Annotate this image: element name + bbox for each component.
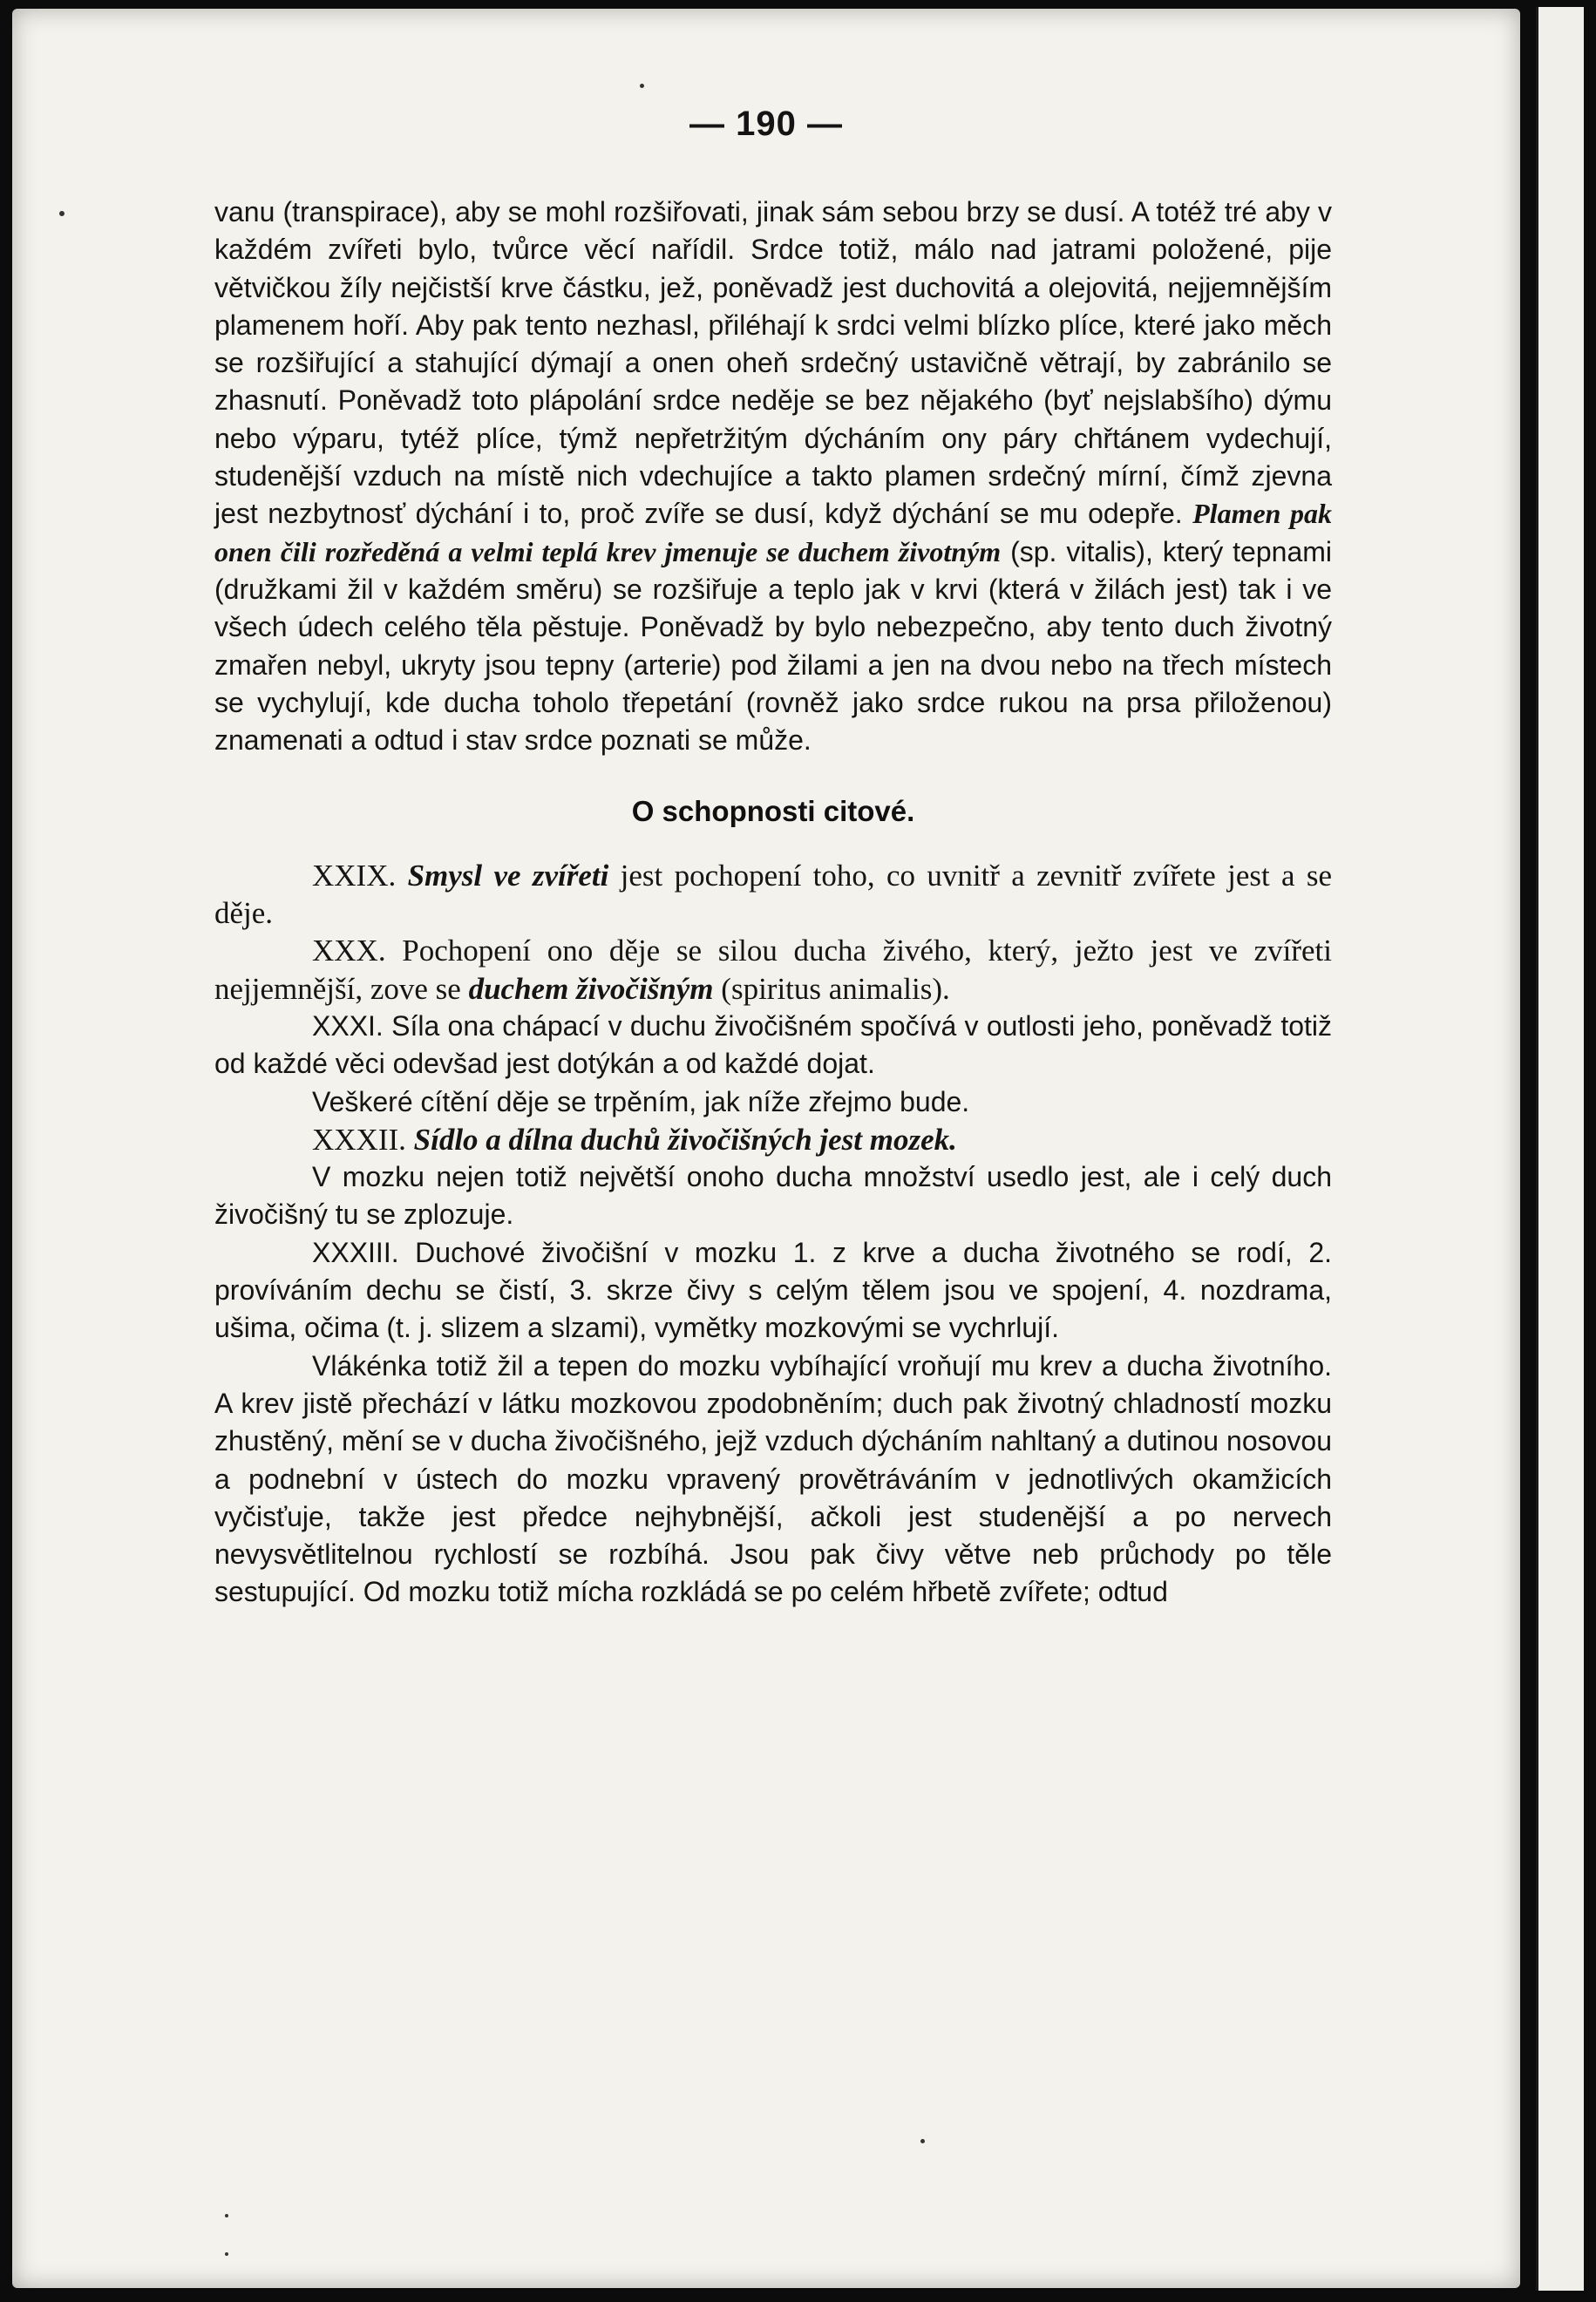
- emphasis-text: Sídlo a dílna duchů živočišných jest mozek.: [413, 1122, 957, 1157]
- emphasis-text: Plamen pak onen čili rozředěná a velmi teplá krev jmenuje se duchem životným: [214, 498, 1333, 567]
- paragraph-spirit-vital: [214, 194, 1332, 759]
- paragraph-xxxii-body: V mozku nejen totiž největší onoho ducha množství usedlo jest, ale i celý duch živočišný tu se zplozuje.: [214, 1161, 1332, 1231]
- paper-speck: [59, 211, 65, 216]
- text-run: (spiritus animalis).: [713, 971, 950, 1006]
- paragraph-xxxi-note: Veškeré cítění děje se trpěním, jak níže zřejmo bude.: [312, 1085, 970, 1117]
- paper-speck: [920, 2139, 925, 2143]
- adjacent-page-edge: [1536, 7, 1584, 2291]
- section-body: [214, 857, 1332, 1612]
- paragraph-xxx: [214, 932, 1332, 1008]
- paragraph-xxxiii: XXXIII. Duchové živočišní v mozku 1. z krve a ducha životného se rodí, 2. províváním dechu se čistí, 3. skrze čivy s celým tělem jsou ve spojení, 4. nozdrama, ušima, očima (t. j. slizem a slzami), vymětky mozkovými se vychrlují.: [214, 1236, 1332, 1344]
- emphasis-text: duchem živočišným: [468, 971, 714, 1006]
- emphasis-text: Smysl ve zvířeti: [407, 858, 609, 893]
- section-heading: O schopnosti citové.: [631, 795, 915, 828]
- page-number: — 190 —: [689, 105, 843, 143]
- book-page: [12, 9, 1520, 2288]
- paragraph-xxxi: XXXI. Síla ona chápací v duchu živočišném spočívá v outlosti jeho, poněvadž totiž od každé věci odevšad jest dotýkán a od každé dojat.: [214, 1009, 1332, 1080]
- paragraph-xxxii: [214, 1121, 1332, 1158]
- text-run: XXX. Pochopení ono děje se silou ducha živého, který, ježto jest ve zvířeti nejjemnější, zove se: [214, 934, 1332, 1006]
- paragraph-xxix: [214, 857, 1332, 933]
- text-run: XXIX.: [312, 858, 408, 893]
- text-run: (sp. vitalis), který tepnami (družkami žil v každém směru) se rozšiřuje a teplo jak v krvi (která v žilách jest) tak i ve všech údech celého těla pěstuje. Poněvadž by bylo nebezpečno, aby tento duch životný zmařen nebyl, ukryty jsou tepny (arterie) pod žilami a jen na dvou nebo na třech místech se vychylují, kde ducha toholo třepetání (rovněž jako srdce rukou na prsa přiloženou) znamenati a odtud i stav srdce poznati se může.: [214, 535, 1333, 757]
- text-run: XXXII.: [312, 1122, 414, 1157]
- paper-speck: [640, 84, 644, 88]
- paragraph-fibers: Vlákénka totiž žil a tepen do mozku vybíhající vroňují mu krev a ducha životního. A krev jistě přechází v látku mozkovou zpodobněním; duch pak životný chladností mozku zhustěný, mění se v ducha živočišného, jejž vzduch dýcháním nahltaný a dutinou nosovou a podnební v ústech do mozku vpravený provětráváním v jednotlivých okamžicích vyčisťuje, takže jest předce nejhybnější, ačkoli jest studenější a po nervech nevysvětlitelnou rychlostí se rozbíhá. Jsou pak čivy větve neb průchody po těle sestupující. Od mozku totiž mícha rozkládá se po celém hřbetě zvířete; odtud: [214, 1349, 1332, 1608]
- text-run: vanu (transpirace), aby se mohl rozšiřovati, jinak sám sebou brzy se dusí. A totéž tré aby v každém zvířeti bylo, tvůrce věcí nařídil. Srdce totiž, málo nad jatrami položené, pije větvičkou žíly nejčistší krve částku, jež, poněvadž jest duchovitá a olejovitá, nejjemnějším plamenem hoří. Aby pak tento nezhasl, přiléhají k srdci velmi blízko plíce, které jako měch se rozšiřující a stahující dýmají a onen oheň srdečný ustavičně větrají, by zabránilo se zhasnutí. Poněvadž toto plápolání srdce neděje se bez nějakého (byť nejslabšího) dýmu nebo výparu, tytéž plíce, týmž nepřetržitým dýcháním ony páry chřtánem vydechují, studenější vzduch na místě nich vdechujíce a takto plamen srdečný mírní, čímž zjevna jest nezbytnosť dýchání i to, proč zvíře se dusí, když dýchání se mu odepře.: [214, 196, 1332, 530]
- page-text: [214, 194, 1332, 1612]
- text-run: jest pochopení toho, co uvnitř a zevnitř zvířete jest a se děje.: [214, 858, 1333, 931]
- paper-speck: [225, 2252, 228, 2256]
- paper-speck: [225, 2214, 228, 2217]
